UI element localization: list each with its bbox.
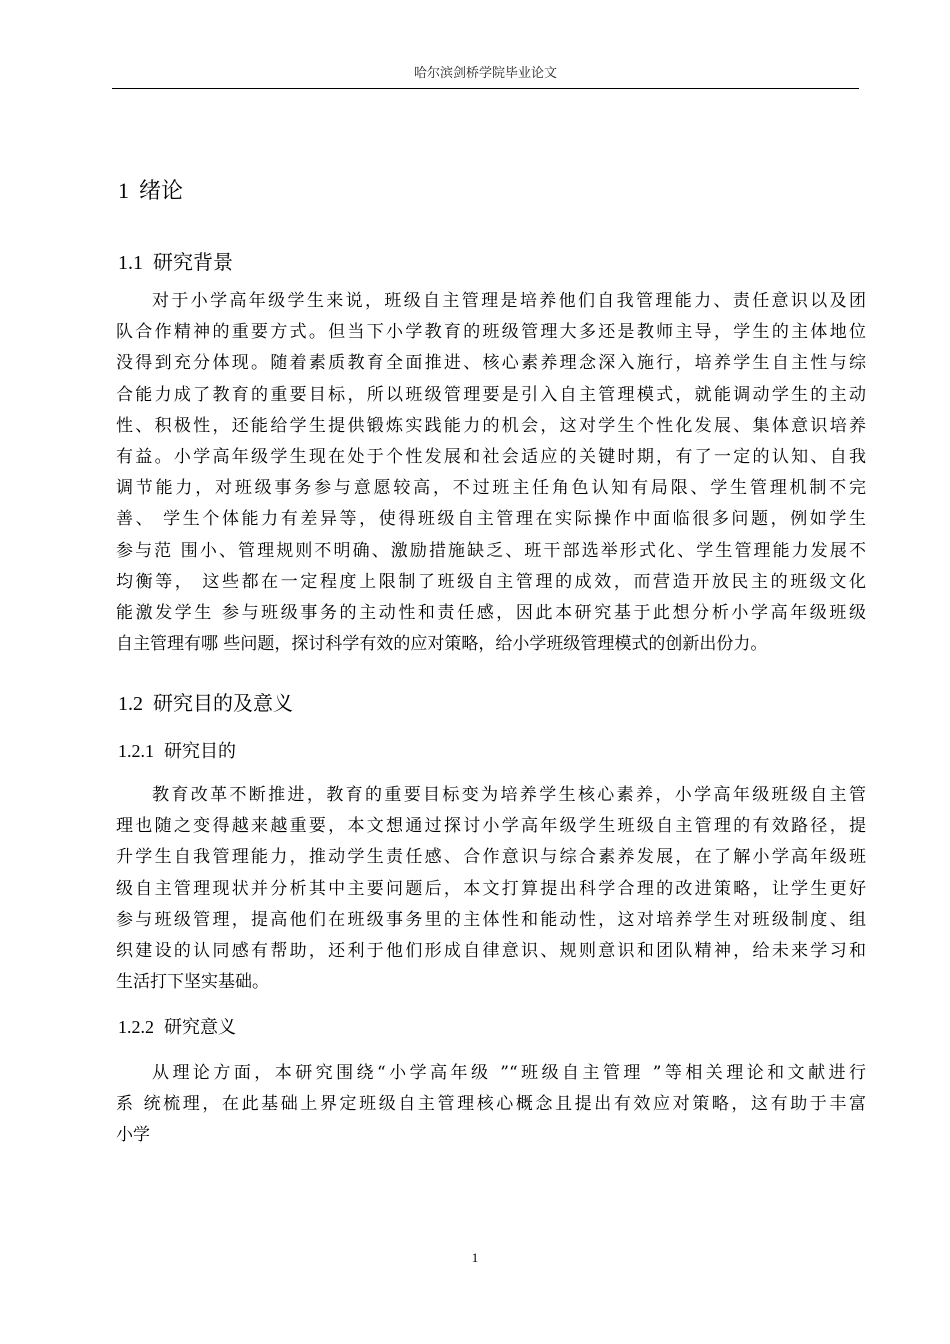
text-line: 没得到充分体现。随着素质教育全面推进、核心素养理念深入施行，培养学生自主性与综: [116, 353, 866, 374]
subsection-heading-1-2-1: [118, 738, 236, 765]
page-number: 1: [471, 1250, 479, 1265]
text-line: 级自主管理现状并分析其中主要问题后，本文打算提出科学合理的改进策略，让学生更好: [116, 878, 866, 899]
section-title: 研究目的及意义: [153, 691, 293, 715]
running-header: 哈尔滨剑桥学院毕业论文: [413, 66, 557, 81]
text-line: 自主管理有哪 些问题，探讨科学有效的应对策略，给小学班级管理模式的创新出份力。: [116, 634, 768, 655]
text-line: 对于小学高年级学生来说，班级自主管理是培养他们自我管理能力、责任意识以及团: [152, 291, 866, 311]
text-line: 教育改革不断推进，教育的重要目标变为培养学生核心素养，小学高年级班级自主管: [152, 785, 866, 805]
text-line: 调节能力，对班级事务参与意愿较高，不过班主任角色认知有局限、学生管理机制不完: [116, 478, 866, 499]
paragraph-research-background: [116, 286, 866, 660]
text-line: 有益。小学高年级学生现在处于个性发展和社会适应的关键时期，有了一定的认知、自我: [116, 446, 866, 467]
section-heading-1-2: [118, 689, 293, 718]
text-line: 参与班级管理，提高他们在班级事务里的主体性和能动性，这对培养学生对班级制度、组: [116, 909, 866, 930]
text-line: 升学生自我管理能力，推动学生责任感、合作意识与综合素养发展，在了解小学高年级班: [116, 847, 866, 868]
section-number: 1.2: [118, 693, 143, 715]
text-line: 善、 学生个体能力有差异等，使得班级自主管理在实际操作中面临很多问题，例如学生: [116, 509, 866, 530]
text-line: 合能力成了教育的重要目标，所以班级管理要是引入自主管理模式，就能调动学生的主动: [116, 384, 866, 405]
chapter-title: 绪论: [139, 179, 184, 204]
chapter-number: 1: [118, 178, 129, 203]
text-line: 从理论方面，本研究围绕“小学高年级 ”“班级自主管理 ”等相关理论和文献进行: [152, 1063, 866, 1083]
text-line: 系 统梳理，在此基础上界定班级自主管理核心概念且提出有效应对策略，这有助于丰富: [116, 1094, 866, 1115]
text-line: 生活打下坚实基础。: [116, 972, 269, 993]
chapter-heading: [118, 176, 183, 207]
text-line: 织建设的认同感有帮助，还利于他们形成自律意识、规则意识和团队精神，给未来学习和: [116, 940, 866, 961]
paragraph-research-purpose: [116, 780, 866, 998]
subsection-number: 1.2.2: [118, 1017, 154, 1037]
header-rule: [112, 88, 859, 89]
subsection-heading-1-2-2: [118, 1014, 236, 1041]
subsection-number: 1.2.1: [118, 741, 154, 761]
subsection-title: 研究目的: [164, 741, 236, 762]
section-title: 研究背景: [153, 250, 233, 274]
section-number: 1.1: [118, 252, 143, 274]
text-line: 均衡等， 这些都在一定程度上限制了班级自主管理的成效，而营造开放民主的班级文化: [116, 571, 866, 592]
section-heading-1-1: [118, 248, 233, 277]
text-line: 小学: [116, 1125, 150, 1146]
text-line: 参与范 围小、管理规则不明确、激励措施缺乏、班干部选举形式化、学生管理能力发展不: [116, 540, 866, 561]
subsection-title: 研究意义: [164, 1017, 236, 1038]
text-line: 性、积极性，还能给学生提供锻炼实践能力的机会，这对学生个性化发展、集体意识培养: [116, 415, 866, 436]
text-line: 理也随之变得越来越重要，本文想通过探讨小学高年级学生班级自主管理的有效路径，提: [116, 816, 866, 837]
paragraph-research-significance: [116, 1058, 866, 1152]
text-line: 队合作精神的重要方式。但当下小学教育的班级管理大多还是教师主导，学生的主体地位: [116, 322, 866, 343]
text-line: 能激发学生 参与班级事务的主动性和责任感，因此本研究基于此想分析小学高年级班级: [116, 602, 866, 623]
